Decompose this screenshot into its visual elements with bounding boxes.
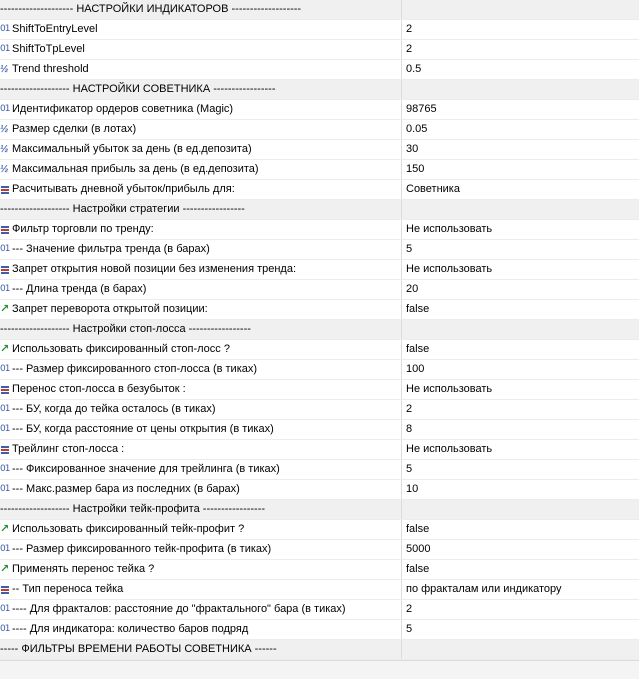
parameter-name: --- Длина тренда (в барах) — [12, 283, 147, 295]
parameter-name: Применять перенос тейка ? — [12, 563, 155, 575]
parameter-row[interactable] — [0, 260, 639, 280]
integer-type-icon: 01 — [0, 364, 10, 374]
parameter-value-cell — [402, 80, 639, 99]
parameter-name: --- Макс.размер бара из последних (в барах) — [12, 483, 240, 495]
parameter-row[interactable] — [0, 20, 639, 40]
parameter-row[interactable] — [0, 520, 639, 540]
parameter-name: --- Размер фиксированного тейк-профита (в тиках) — [12, 543, 272, 555]
integer-type-icon: 01 — [0, 624, 10, 634]
parameter-name: Перенос стоп-лосса в безубыток : — [12, 383, 186, 395]
parameter-name: --- Фиксированное значение для трейлинга (в тиках) — [12, 463, 280, 475]
parameter-value-cell[interactable]: 8 — [406, 423, 413, 435]
parameter-row[interactable] — [0, 380, 639, 400]
parameter-name: Запрет переворота открытой позиции: — [12, 303, 208, 315]
parameter-value-cell[interactable]: Не использовать — [406, 443, 493, 455]
parameter-name-cell — [0, 100, 402, 119]
parameter-name: --- Значение фильтра тренда (в барах) — [12, 243, 210, 255]
parameter-row[interactable] — [0, 180, 639, 200]
integer-type-icon: 01 — [0, 404, 10, 414]
parameter-value-cell[interactable]: 30 — [406, 143, 419, 155]
parameter-name: Максимальный убыток за день (в ед.депозита) — [12, 143, 252, 155]
integer-type-icon: 01 — [0, 424, 10, 434]
parameter-name-cell — [0, 220, 402, 239]
parameter-name-cell — [0, 540, 402, 559]
bool-type-icon: ↗ — [0, 303, 10, 315]
section-header-row — [0, 200, 639, 220]
parameter-value-cell[interactable]: false — [406, 343, 430, 355]
parameter-name-cell — [0, 420, 402, 439]
parameter-row[interactable] — [0, 300, 639, 320]
parameter-value-cell[interactable]: 5 — [406, 243, 413, 255]
parameter-name: ShiftToEntryLevel — [12, 23, 98, 35]
parameter-row[interactable] — [0, 580, 639, 600]
parameter-name-cell — [0, 600, 402, 619]
parameter-name-cell — [0, 360, 402, 379]
parameter-name: Размер сделки (в лотах) — [12, 123, 137, 135]
parameter-value-cell[interactable]: 2 — [406, 43, 413, 55]
parameter-name: ShiftToTpLevel — [12, 43, 85, 55]
parameter-name: -------------------- НАСТРОЙКИ ИНДИКАТОРОВ ------------------- — [0, 3, 302, 15]
integer-type-icon: 01 — [0, 24, 10, 34]
parameter-value-cell[interactable]: false — [406, 563, 430, 575]
double-type-icon: ½ — [0, 144, 9, 155]
bool-type-icon: ↗ — [0, 523, 10, 535]
parameter-row[interactable] — [0, 120, 639, 140]
integer-type-icon: 01 — [0, 244, 10, 254]
parameter-row[interactable] — [0, 480, 639, 500]
parameter-row[interactable] — [0, 400, 639, 420]
parameter-value-cell[interactable]: Советника — [406, 183, 460, 195]
parameter-name: ------------------- Настройки стратегии ----------------- — [0, 203, 245, 215]
parameter-name-cell — [0, 60, 402, 79]
section-header-row — [0, 500, 639, 520]
enum-type-icon — [1, 220, 12, 239]
parameter-value-cell[interactable]: false — [406, 303, 430, 315]
parameter-value-cell[interactable]: Не использовать — [406, 263, 493, 275]
parameter-name-cell — [0, 340, 402, 359]
parameter-row[interactable] — [0, 140, 639, 160]
parameter-name-cell — [0, 620, 402, 639]
parameter-name: Идентификатор ордеров советника (Magic) — [12, 103, 234, 115]
parameter-value-cell[interactable]: 5 — [406, 463, 413, 475]
parameter-name: --- БУ, когда до тейка осталось (в тиках) — [12, 403, 216, 415]
parameter-row[interactable] — [0, 620, 639, 640]
parameter-value-cell[interactable]: 100 — [406, 363, 425, 375]
parameter-name-cell — [0, 180, 402, 199]
parameter-value-cell[interactable]: 98765 — [406, 103, 437, 115]
parameter-value-cell[interactable]: 2 — [406, 603, 413, 615]
parameter-name-cell — [0, 160, 402, 179]
parameter-name-cell — [0, 260, 402, 279]
bool-type-icon: ↗ — [0, 563, 10, 575]
parameter-name-cell — [0, 460, 402, 479]
parameter-value-cell[interactable]: 5 — [406, 623, 413, 635]
parameter-row[interactable] — [0, 340, 639, 360]
integer-type-icon: 01 — [0, 104, 10, 114]
parameter-name-cell — [0, 440, 402, 459]
parameter-value-cell[interactable]: 2 — [406, 403, 413, 415]
parameter-name-cell — [0, 280, 402, 299]
parameter-name: Trend threshold — [12, 63, 89, 75]
integer-type-icon: 01 — [0, 284, 10, 294]
bool-type-icon: ↗ — [0, 343, 10, 355]
parameter-name-cell — [0, 0, 402, 19]
integer-type-icon: 01 — [0, 464, 10, 474]
parameter-value-cell[interactable]: 5000 — [406, 543, 431, 555]
parameter-value-cell[interactable]: 150 — [406, 163, 425, 175]
parameter-name-cell — [0, 380, 402, 399]
parameter-row[interactable] — [0, 160, 639, 180]
section-header-row — [0, 80, 639, 100]
parameter-name: ----- ФИЛЬТРЫ ВРЕМЕНИ РАБОТЫ СОВЕТНИКА ------ — [0, 643, 277, 655]
parameter-name: Использовать фиксированный стоп-лосс ? — [12, 343, 230, 355]
horizontal-scrollbar-area[interactable] — [0, 660, 639, 679]
parameter-value-cell — [402, 0, 639, 19]
parameter-row[interactable] — [0, 540, 639, 560]
parameter-value-cell — [402, 200, 639, 219]
parameter-name-cell — [0, 300, 402, 319]
parameter-name-cell — [0, 320, 402, 339]
double-type-icon: ½ — [0, 64, 9, 75]
parameter-row[interactable] — [0, 240, 639, 260]
parameter-value-cell[interactable]: Не использовать — [406, 383, 493, 395]
parameter-name: Запрет открытия новой позиции без изменения тренда: — [12, 263, 297, 275]
parameter-value-cell — [402, 320, 639, 339]
parameter-row[interactable] — [0, 40, 639, 60]
parameter-row[interactable] — [0, 280, 639, 300]
parameter-value-cell — [402, 640, 639, 659]
parameter-name-cell — [0, 500, 402, 519]
parameter-value-cell[interactable]: 0.5 — [406, 63, 422, 75]
integer-type-icon: 01 — [0, 44, 10, 54]
parameter-name: ------------------- Настройки стоп-лосса ----------------- — [0, 323, 251, 335]
parameter-row[interactable] — [0, 600, 639, 620]
parameter-name-cell — [0, 120, 402, 139]
section-header-row — [0, 640, 639, 660]
parameter-name: --- БУ, когда расстояние от цены открытия (в тиках) — [12, 423, 274, 435]
parameter-name-cell — [0, 40, 402, 59]
enum-type-icon — [1, 260, 12, 279]
parameter-row[interactable] — [0, 100, 639, 120]
parameter-name: --- Размер фиксированного стоп-лосса (в тиках) — [12, 363, 258, 375]
parameter-row[interactable] — [0, 560, 639, 580]
parameter-value-cell[interactable]: 20 — [406, 283, 419, 295]
enum-type-icon — [1, 380, 12, 399]
parameter-name-cell — [0, 480, 402, 499]
parameter-name-cell — [0, 520, 402, 539]
parameter-value-cell[interactable]: по фракталам или индикатору — [406, 583, 562, 595]
parameter-name: -- Тип переноса тейка — [12, 583, 124, 595]
parameter-name: ------------------- Настройки тейк-профита ----------------- — [0, 503, 266, 515]
parameter-name-cell — [0, 80, 402, 99]
integer-type-icon: 01 — [0, 484, 10, 494]
section-header-row — [0, 320, 639, 340]
parameter-name-cell — [0, 400, 402, 419]
parameter-row[interactable] — [0, 460, 639, 480]
parameter-value-cell — [402, 500, 639, 519]
parameter-name: Фильтр торговли по тренду: — [12, 223, 154, 235]
parameter-name-cell — [0, 640, 402, 659]
parameter-row[interactable] — [0, 220, 639, 240]
parameter-value-cell[interactable]: 0.05 — [406, 123, 428, 135]
double-type-icon: ½ — [0, 124, 9, 135]
parameter-row[interactable] — [0, 360, 639, 380]
parameter-name: ------------------- НАСТРОЙКИ СОВЕТНИКА ----------------- — [0, 83, 276, 95]
parameter-row[interactable] — [0, 60, 639, 80]
parameter-name: Расчитывать дневной убыток/прибыль для: — [12, 183, 235, 195]
parameter-value-cell[interactable]: Не использовать — [406, 223, 493, 235]
parameter-name-cell — [0, 200, 402, 219]
parameter-row[interactable] — [0, 440, 639, 460]
integer-type-icon: 01 — [0, 544, 10, 554]
parameter-name: Трейлинг стоп-лосса : — [12, 443, 125, 455]
parameter-value-cell[interactable]: false — [406, 523, 430, 535]
parameter-name-cell — [0, 240, 402, 259]
section-header-row — [0, 0, 639, 20]
integer-type-icon: 01 — [0, 604, 10, 614]
parameter-name-cell — [0, 20, 402, 39]
parameter-value-cell[interactable]: 2 — [406, 23, 413, 35]
parameter-name-cell — [0, 580, 402, 599]
parameter-row[interactable] — [0, 420, 639, 440]
parameter-name: ---- Для индикатора: количество баров подряд — [12, 623, 249, 635]
parameter-name-cell — [0, 560, 402, 579]
parameter-value-cell[interactable]: 10 — [406, 483, 419, 495]
enum-type-icon — [1, 180, 12, 199]
double-type-icon: ½ — [0, 164, 9, 175]
enum-type-icon — [1, 580, 12, 599]
enum-type-icon — [1, 440, 12, 459]
parameter-name: ---- Для фракталов: расстояние до "фрактального" бара (в тиках) — [12, 603, 346, 615]
parameter-name: Использовать фиксированный тейк-профит ? — [12, 523, 245, 535]
parameter-name-cell — [0, 140, 402, 159]
parameter-name: Максимальная прибыль за день (в ед.депозита) — [12, 163, 259, 175]
